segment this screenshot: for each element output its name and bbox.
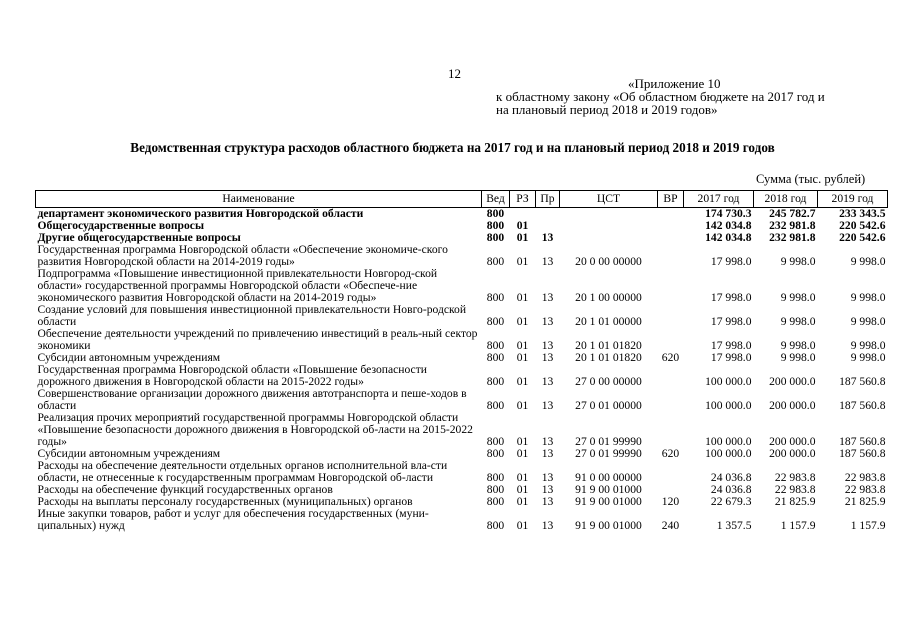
header-2018: 2018 год	[754, 191, 818, 208]
cell-ved: 800	[486, 315, 505, 328]
cell-2019: 9 998.0	[850, 291, 886, 304]
cell-2018: 9 998.0	[780, 255, 816, 268]
cell-2018: 200 000.0	[769, 435, 816, 448]
cell-name: Государственная программа Новгородской области «Повышение безопасности дорожного движения в Новгородской области на 2015-2022 годы»	[37, 363, 427, 388]
cell-cst: 91 9 00 01000	[575, 519, 642, 532]
header-name: Наименование	[36, 191, 482, 208]
cell-vr: 620	[661, 447, 680, 460]
cell-cst	[560, 220, 658, 232]
table-row	[36, 304, 888, 328]
table-row	[36, 508, 888, 532]
cell-2018: 200 000.0	[769, 375, 816, 388]
cell-rz: 01	[516, 471, 529, 484]
cell-ved: 800	[486, 231, 505, 244]
cell-2019: 9 998.0	[850, 315, 886, 328]
cell-vr	[658, 304, 684, 328]
cell-name: Субсидии автономным учреждениям	[37, 351, 221, 364]
cell-name: Совершенствование организации дорожного движения автотранспорта и пеше-ходов в области	[37, 387, 467, 412]
cell-rz: 01	[516, 351, 529, 364]
header-pr: Пр	[536, 191, 560, 208]
cell-2019: 187 560.8	[839, 399, 886, 412]
cell-rz: 01	[516, 339, 529, 352]
cell-name: Государственная программа Новгородской области «Обеспечение экономиче-ского развития Новгородской области на 2014-2019 годы»	[37, 243, 448, 268]
cell-pr	[536, 208, 560, 221]
header-2019: 2019 год	[818, 191, 888, 208]
cell-ved: 800	[486, 339, 505, 352]
cell-2019: 220 542.6	[839, 231, 886, 244]
units-label: Сумма (тыс. рублей)	[756, 172, 866, 186]
cell-pr: 13	[541, 315, 554, 328]
header-ved: Вед	[482, 191, 510, 208]
cell-vr	[658, 208, 684, 221]
cell-name: Расходы на обеспечение функций государственных органов	[37, 483, 333, 496]
cell-2017: 142 034.8	[705, 231, 752, 244]
cell-2019: 21 825.9	[844, 495, 886, 508]
cell-ved: 800	[486, 255, 505, 268]
cell-pr: 13	[541, 399, 554, 412]
page-number: 12	[448, 66, 461, 81]
cell-ved: 800	[486, 519, 505, 532]
cell-2019: 22 983.8	[844, 483, 886, 496]
cell-cst: 27 0 01 99990	[575, 435, 642, 448]
cell-2018: 21 825.9	[774, 495, 816, 508]
cell-vr	[658, 244, 684, 268]
table-row	[36, 388, 888, 412]
cell-rz: 01	[516, 483, 529, 496]
table-header-row	[36, 191, 888, 208]
cell-2017: 24 036.8	[710, 471, 752, 484]
cell-name: Обеспечение деятельности учреждений по привлечению инвестиций в реаль-ный сектор экономики	[37, 327, 478, 352]
cell-2018: 9 998.0	[780, 291, 816, 304]
cell-2018: 9 998.0	[780, 315, 816, 328]
cell-pr: 13	[541, 435, 554, 448]
cell-cst: 27 0 00 00000	[575, 375, 642, 388]
header-2017: 2017 год	[684, 191, 754, 208]
cell-2018: 245 782.7	[769, 207, 816, 220]
cell-2018: 200 000.0	[769, 447, 816, 460]
cell-cst: 27 0 01 00000	[575, 399, 642, 412]
cell-ved: 800	[486, 447, 505, 460]
cell-2019: 187 560.8	[839, 435, 886, 448]
cell-cst: 20 1 01 00000	[575, 315, 642, 328]
table-row	[36, 460, 888, 484]
cell-pr: 13	[541, 375, 554, 388]
cell-ved: 800	[486, 435, 505, 448]
cell-2017: 17 998.0	[710, 339, 752, 352]
cell-name: Создание условий для повышения инвестиционной привлекательности Новго-родской области	[37, 303, 467, 328]
cell-name: Реализация прочих мероприятий государственной программы Новгородской области «Повышение безопасности дорожного движения в Новгородской об-ласти на 2015-2022 годы»	[37, 411, 473, 448]
cell-2017: 17 998.0	[710, 351, 752, 364]
header-vr: ВР	[658, 191, 684, 208]
appendix-reference	[496, 77, 891, 116]
cell-cst: 91 9 00 01000	[575, 483, 642, 496]
cell-ved: 800	[486, 375, 505, 388]
cell-2019: 220 542.6	[839, 219, 886, 232]
cell-rz: 01	[516, 375, 529, 388]
cell-name: Расходы на обеспечение деятельности отдельных органов исполнительной вла-сти области, не отнесенные к государственным программам Новгородской об-ласти	[37, 459, 448, 484]
appendix-line-2: к областному закону «Об областном бюджете на 2017 год и	[496, 89, 825, 104]
cell-2018: 232 981.8	[769, 219, 816, 232]
cell-vr: 240	[661, 519, 680, 532]
cell-2019: 9 998.0	[850, 351, 886, 364]
cell-rz: 01	[516, 231, 529, 244]
cell-rz: 01	[516, 435, 529, 448]
cell-2017: 100 000.0	[705, 399, 752, 412]
table-row	[36, 364, 888, 388]
cell-2017: 17 998.0	[710, 255, 752, 268]
cell-2019: 187 560.8	[839, 447, 886, 460]
cell-2018: 9 998.0	[780, 351, 816, 364]
table-body	[36, 208, 888, 533]
cell-pr: 13	[541, 447, 554, 460]
cell-cst: 20 1 01 01820	[575, 351, 642, 364]
cell-vr	[658, 412, 684, 448]
cell-pr: 13	[541, 471, 554, 484]
cell-rz: 01	[516, 219, 529, 232]
header-cst: ЦСТ	[560, 191, 658, 208]
cell-vr	[658, 328, 684, 352]
cell-2017: 100 000.0	[705, 435, 752, 448]
cell-vr	[658, 268, 684, 304]
cell-2017: 17 998.0	[710, 315, 752, 328]
cell-2017: 100 000.0	[705, 375, 752, 388]
cell-ved: 800	[486, 291, 505, 304]
table-row	[36, 412, 888, 448]
cell-cst	[560, 208, 658, 221]
cell-pr: 13	[541, 519, 554, 532]
cell-cst: 20 0 00 00000	[575, 255, 642, 268]
cell-pr: 13	[541, 495, 554, 508]
cell-2019: 9 998.0	[850, 255, 886, 268]
cell-ved: 800	[486, 471, 505, 484]
cell-2018: 200 000.0	[769, 399, 816, 412]
cell-vr	[658, 460, 684, 484]
cell-cst	[560, 232, 658, 244]
cell-2017: 1 357.5	[716, 519, 752, 532]
cell-pr: 13	[541, 483, 554, 496]
cell-2018: 232 981.8	[769, 231, 816, 244]
cell-2018: 22 983.8	[774, 483, 816, 496]
cell-name: Подпрограмма «Повышение инвестиционной привлекательности Новгород-ской области» государственной программы Новгородской области «Обеспече-ние экономического развития Новгородской области на 2014-2019 годы»	[37, 267, 438, 304]
cell-cst: 91 0 00 00000	[575, 471, 642, 484]
cell-vr	[658, 232, 684, 244]
cell-ved: 800	[486, 495, 505, 508]
cell-pr: 13	[541, 291, 554, 304]
budget-table	[35, 190, 888, 532]
cell-2019: 187 560.8	[839, 375, 886, 388]
cell-rz: 01	[516, 519, 529, 532]
cell-rz: 01	[516, 255, 529, 268]
table-row	[36, 244, 888, 268]
cell-name: Расходы на выплаты персоналу государственных (муниципальных) органов	[37, 495, 413, 508]
cell-rz: 01	[516, 399, 529, 412]
cell-rz: 01	[516, 291, 529, 304]
cell-2018: 9 998.0	[780, 339, 816, 352]
cell-ved: 800	[486, 207, 505, 220]
cell-2018: 1 157.9	[780, 519, 816, 532]
cell-2019: 9 998.0	[850, 339, 886, 352]
cell-name: Общегосударственные вопросы	[37, 219, 204, 232]
document-title: Ведомственная структура расходов областного бюджета на 2017 год и на плановый период 2018 и 2019 годов	[130, 140, 775, 155]
cell-2019: 22 983.8	[844, 471, 886, 484]
cell-2017: 174 730.3	[705, 207, 752, 220]
cell-2017: 100 000.0	[705, 447, 752, 460]
cell-pr: 13	[541, 231, 554, 244]
cell-vr: 120	[661, 495, 680, 508]
cell-2018: 22 983.8	[774, 471, 816, 484]
cell-ved: 800	[486, 483, 505, 496]
cell-2017: 17 998.0	[710, 291, 752, 304]
cell-vr	[658, 220, 684, 232]
cell-vr: 620	[661, 351, 680, 364]
appendix-line-1: «Приложение 10	[628, 76, 721, 91]
cell-ved: 800	[486, 351, 505, 364]
cell-2017: 142 034.8	[705, 219, 752, 232]
cell-pr: 13	[541, 339, 554, 352]
cell-cst: 20 1 00 00000	[575, 291, 642, 304]
cell-vr	[658, 388, 684, 412]
cell-name: Иные закупки товаров, работ и услуг для обеспечения государственных (муни-ципальных) нужд	[37, 507, 429, 532]
cell-rz: 01	[516, 495, 529, 508]
table-row	[36, 328, 888, 352]
cell-2017: 24 036.8	[710, 483, 752, 496]
table-row	[36, 268, 888, 304]
header-rz: РЗ	[510, 191, 536, 208]
cell-vr	[658, 364, 684, 388]
appendix-line-3: на плановый период 2018 и 2019 годов»	[496, 102, 718, 117]
cell-cst: 91 9 00 01000	[575, 495, 642, 508]
cell-pr: 13	[541, 351, 554, 364]
cell-name: Другие общегосударственные вопросы	[37, 231, 241, 244]
cell-ved: 800	[486, 219, 505, 232]
cell-pr: 13	[541, 255, 554, 268]
cell-2019: 233 343.5	[839, 207, 886, 220]
cell-name: департамент экономического развития Новгородской области	[37, 207, 364, 220]
cell-2019: 1 157.9	[850, 519, 886, 532]
cell-rz: 01	[516, 315, 529, 328]
cell-cst: 20 1 01 01820	[575, 339, 642, 352]
cell-ved: 800	[486, 399, 505, 412]
cell-name: Субсидии автономным учреждениям	[37, 447, 221, 460]
cell-2017: 22 679.3	[710, 495, 752, 508]
cell-rz: 01	[516, 447, 529, 460]
cell-cst: 27 0 01 99990	[575, 447, 642, 460]
